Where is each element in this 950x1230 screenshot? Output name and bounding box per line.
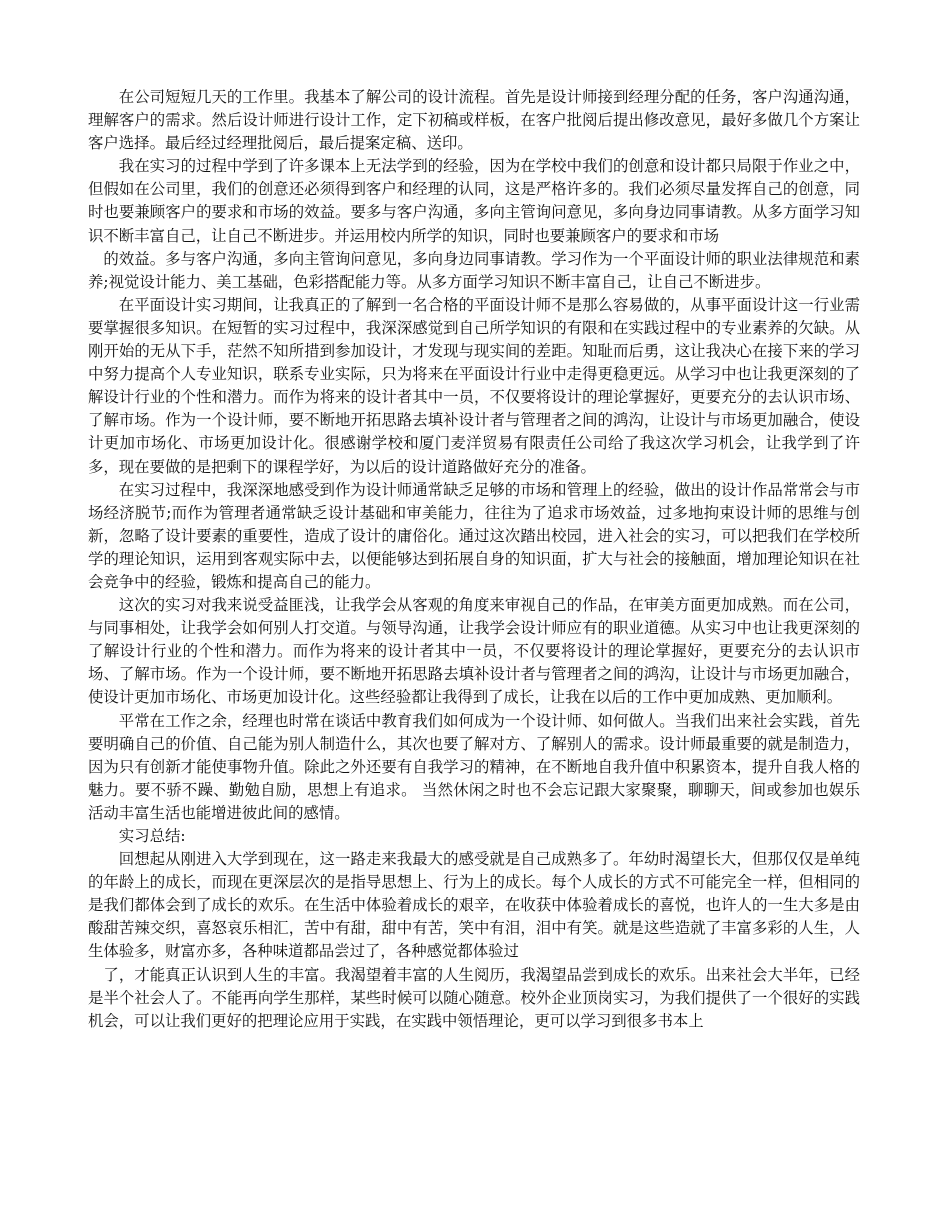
paragraph-growth: 回想起从刚进入大学到现在，这一路走来我最大的感受就是自己成熟多了。年幼时渴望长大，但那仅仅是单纯的年龄上的成长，而现在更深层次的是指导思想上、行为上的成长。每个人成长的方式不可能完全一样，但相同的是我们都体会到了成长的欢乐。在生活中体验着成长的艰辛，在收获中体验着成长的喜悦，也许人的一生大多是由酸甜苦辣交织，喜怒哀乐相汇，苦中有甜，甜中有苦，笑中有泪，泪中有笑。就是这些造就了丰富多彩的人生，人生体验多，财富亦多，各种味道都品尝过了，各种感觉都体验过 [88, 850, 860, 961]
document-body [88, 86, 860, 1033]
section-heading-summary: 实习总结: [118, 827, 186, 845]
paragraph-internship-period: 在平面设计实习期间，让我真正的了解到一名合格的平面设计师不是那么容易做的，从事平面设计这一行业需要掌握很多知识。在短暂的实习过程中，我深深感觉到自己所学知识的有限和在实践过程中的专业素养的欠缺。从刚开始的无从下手，茫然不知所措到参加设计，才发现与现实间的差距。知耻而后勇，这让我决心在接下来的学习中努力提高个人专业知识，联系专业实际，只为将来在平面设计行业中走得更稳更远。从学习中也让我更深刻的了解设计行业的个性和潜力。而作为将来的设计者其中一员，不仅要将设计的理论掌握好，更要充分的去认识市场、了解市场。作为一个设计师，要不断地开拓思路去填补设计者与管理者之间的鸿沟，让设计与市场更加融合，使设计更加市场化、市场更加设计化。很感谢学校和厦门麦洋贸易有限责任公司给了我这次学习机会，让我学到了许多，现在要做的是把剩下的课程学好，为以后的设计道路做好充分的准备。 [88, 295, 860, 476]
paragraph-workflow: 在公司短短几天的工作里。我基本了解公司的设计流程。首先是设计师接到经理分配的任务，客户沟通沟通，理解客户的需求。然后设计师进行设计工作，定下初稿或样板，在客户批阅后提出修改意见，最好多做几个方案让客户选择。最后经过经理批阅后，最后提案定稿、送印。 [88, 88, 860, 153]
paragraph-experience-continued: 的效益。多与客户沟通，多向主管询问意见，多向身边同事请教。学习作为一个平面设计师的职业法律规范和素养;视觉设计能力、美工基础，色彩搭配能力等。从多方面学习知识不断丰富自己，让自己不断进步。 [88, 249, 860, 291]
paragraph-growth-continued: 了，才能真正认识到人生的丰富。我渴望着丰富的人生阅历，我渴望品尝到成长的欢乐。出来社会大半年，已经是半个社会人了。不能再向学生那样，某些时候可以随心随意。校外企业顶岗实习，为我们提供了一个很好的实践机会，可以让我们更好的把理论应用于实践，在实践中领悟理论，更可以学习到很多书本上 [88, 965, 860, 1030]
paragraph-benefits: 这次的实习对我来说受益匪浅，让我学会从客观的角度来审视自己的作品，在审美方面更加成熟。而在公司，与同事相处，让我学会如何别人打交道。与领导沟通，让我学会设计师应有的职业道德。从实习中也让我更深刻的了解设计行业的个性和潜力。而作为将来的设计者其中一员，不仅要将设计的理论掌握好，更要充分的去认识市场、了解市场。作为一个设计师，要不断地开拓思路去填补设计者与管理者之间的鸿沟，让设计与市场更加融合，使设计更加市场化、市场更加设计化。这些经验都让我得到了成长，让我在以后的工作中更加成熟、更加顺利。 [88, 596, 860, 707]
paragraph-after-work: 平常在工作之余，经理也时常在谈话中教育我们如何成为一个设计师、如何做人。当我们出来社会实践，首先要明确自己的价值、自己能为别人制造什么，其次也要了解对方、了解别人的需求。设计师最重要的就是制造力，因为只有创新才能使事物升值。除此之外还要有自我学习的精神，在不断地自我升值中积累资本，提升自我人格的魅力。要不骄不躁、勤勉自励，思想上有追求。 当然休闲之时也不会忘记跟大家聚聚，聊聊天，间或参加也娱乐活动丰富生活也能增进彼此间的感情。 [88, 711, 860, 822]
paragraph-market-gap: 在实习过程中，我深深地感受到作为设计师通常缺乏足够的市场和管理上的经验，做出的设计作品常常会与市场经济脱节;而作为管理者通常缺乏设计基础和审美能力，往往为了追求市场效益，过多地拘束设计师的思维与创新，忽略了设计要素的重要性，造成了设计的庸俗化。通过这次踏出校园，进入社会的实习，可以把我们在学校所学的理论知识，运用到客观实际中去，以便能够达到拓展自身的知识面，扩大与社会的接触面，增加理论知识在社会竞争中的经验，锻炼和提高自己的能力。 [88, 480, 860, 591]
paragraph-experience: 我在实习的过程中学到了许多课本上无法学到的经验，因为在学校中我们的创意和设计都只局限于作业之中，但假如在公司里，我们的创意还必须得到客户和经理的认同，这是严格许多的。我们必须尽量发挥自己的创意，同时也要兼顾客户的要求和市场的效益。要多与客户沟通，多向主管询问意见，多向身边同事请教。从多方面学习知识不断丰富自己，让自己不断进步。并运用校内所学的知识，同时也要兼顾客户的要求和市场 [88, 157, 860, 245]
